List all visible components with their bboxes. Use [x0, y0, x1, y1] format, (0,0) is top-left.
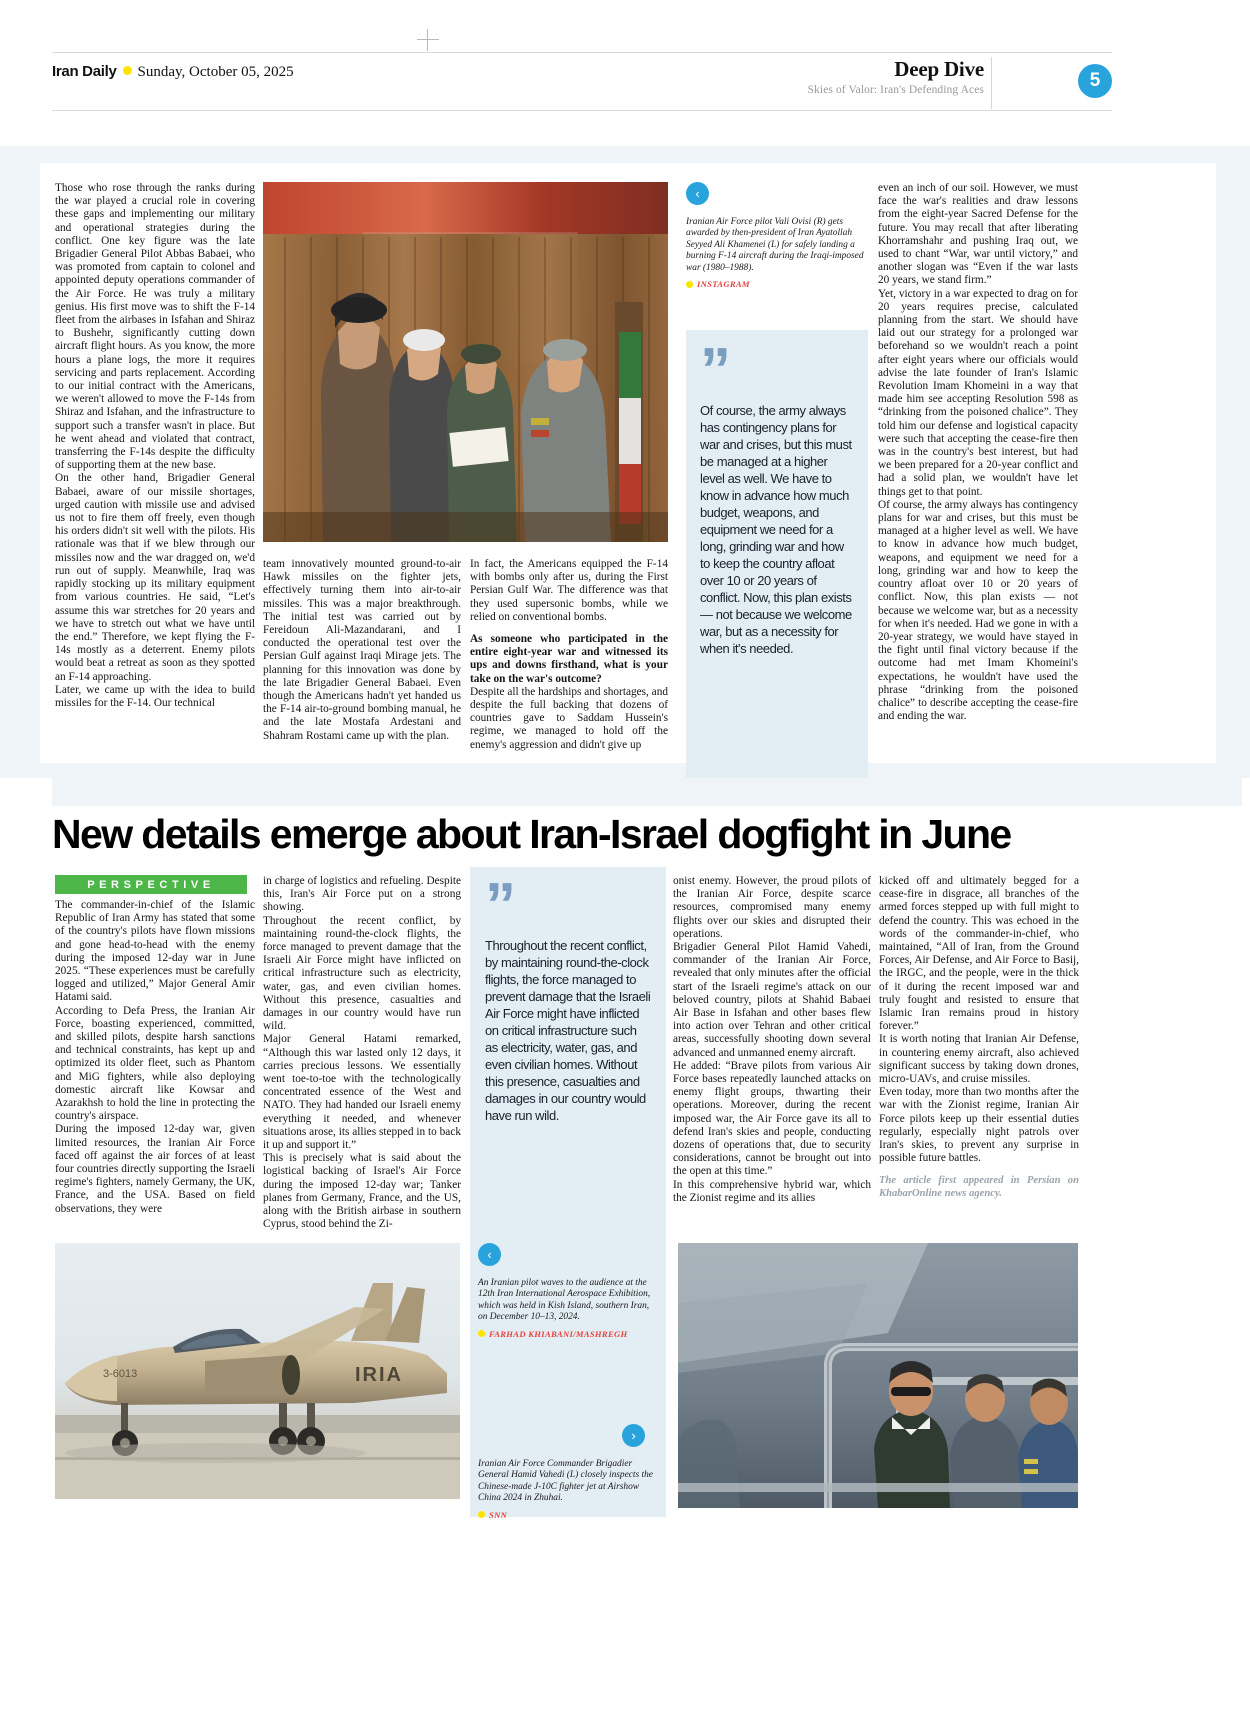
- masthead-bottom-rule: [52, 110, 1112, 111]
- paragraph: in charge of logistics and refueling. Despite this, Iran's Air Force put on a strong showing.: [263, 875, 461, 914]
- bottom-caption-2: [478, 1424, 658, 1520]
- masthead-right: [564, 57, 984, 96]
- bottom-caption-1-text: An Iranian pilot waves to the audience at the 12th Iran International Aerospace Exhibition, which was held in Kish Island, southern Iran, on December 10–13, 2024.: [478, 1278, 651, 1323]
- credit-source: FARHAD KHIABANI/MASHREGH: [489, 1328, 628, 1339]
- publication-date: Sunday, October 05, 2025: [137, 64, 294, 80]
- paragraph: Later, we came up with the idea to build missiles for the F-14. Our technical: [55, 683, 255, 709]
- masthead-left: [52, 63, 294, 81]
- source-note: The article first appeared in Persian on KhabarOnline news agency.: [879, 1175, 1079, 1200]
- photo-awarding-ceremony: [263, 182, 668, 542]
- credit-dot-icon: [478, 1511, 485, 1518]
- top-photo-caption-box: [686, 182, 868, 289]
- svg-text:IRIA: IRIA: [355, 1364, 403, 1386]
- question-paragraph: As someone who participated in the entire eight-year war and witnessed its ups and downs firsthand, what is your take on the war's outcome?: [470, 633, 668, 685]
- crop-mark-icon: [417, 29, 439, 51]
- paragraph: According to Defa Press, the Iranian Air Force, boasting experienced, committed, and skilled pilots, despite harsh sanctions and technical constraints, has kept up and optimized its older fleet, such as Phantom and MiG fighters, while also deploying domestic aircraft like Kowsar and Azarakhsh to hold the line in protecting the country's airspace.: [55, 1004, 255, 1123]
- paragraph: This is precisely what is said about the logistical backing of Israel's Air Force during the imposed 12-day war; Tanker planes from Germany, France, and the US, along with the British airbase in southern Cyprus, stood behind the Zi-: [263, 1152, 461, 1231]
- bottom-article-column-1: [55, 899, 255, 1216]
- bottom-pull-quote-text: Throughout the recent conflict, by maintaining round-the-clock flights, the force managed to prevent damage that the Israeli Air Force might have inflicted on critical infrastructure such as electricity, water, gas, and even civilian homes. Without this presence, casualties and damages in our country would have run wild.: [485, 938, 651, 1124]
- bottom-caption-2-credit: [478, 1510, 658, 1520]
- credit-source: SNN: [489, 1509, 508, 1520]
- bottom-article-column-4: [879, 875, 1079, 1201]
- paragraph: Major General Hatami remarked, “Although this war lasted only 12 days, it carries precious lessons. We essentially went toe-to-toe with the technologically concentrated essence of the West and NATO. They had handed our Israeli enemy everything it needed, and whenever situations arose, its allies stepped in to back it up and support it.”: [263, 1033, 461, 1152]
- paragraph: onist enemy. However, the proud pilots of the Iranian Air Force, despite scarce resources, compromised many enemy flights over our skies and disrupted their operations.: [673, 875, 871, 940]
- paragraph: Yet, victory in a war expected to drag on for 20 years requires precise, calculated planning from the start. We should have laid out our strategy for a prolonged war beforehand so we wouldn't reach a point after eight years where our officials would advise the late founder of Iran's Islamic Revolution Imam Khomeini in a way that made him see accepting Resolution 598 as “drinking from the poisoned chalice”. They told him our defense and logistical capacity were such that accepting the cease-fire then was in the country's best interest, but had we been prepared for a 20-year conflict and had a solid plan, we wouldn't have let things get to that point.: [878, 287, 1078, 498]
- bottom-caption-1: [478, 1243, 658, 1339]
- paragraph: Throughout the recent conflict, by maintaining round-the-clock flights, the force managed to prevent damage that the Israeli Air Force might have inflicted on critical infrastructure such as electricity, water, gas, and even civilian homes. Without this presence, casualties and damages in our country would have run wild.: [263, 914, 461, 1033]
- photo-commander-image: [678, 1243, 1078, 1508]
- top-article-column-4: [878, 182, 1078, 723]
- mid-tint-band: [52, 778, 1242, 806]
- top-article-column-2: [263, 558, 461, 743]
- brand-dot-icon: [123, 66, 132, 75]
- quote-mark-icon: ”: [700, 336, 728, 405]
- top-article-column-3: [470, 558, 668, 752]
- bottom-pull-quote: [470, 867, 666, 1291]
- section-subtitle: Skies of Valor: Iran's Defending Aces: [807, 84, 984, 97]
- top-pull-quote-text: Of course, the army always has contingency plans for war and crises, but this must be managed at a higher level as well. We have to know in advance how much budget, weapons, and equipment we need for a long, grinding war and how to keep the country afloat over 10 or 20 years of conflict. Now, this plan exists — not because we welcome war, but as a necessity for when it's needed.: [700, 403, 852, 657]
- section-title: Deep Dive: [894, 57, 984, 81]
- chevron-right-icon[interactable]: ›: [622, 1424, 645, 1447]
- paragraph: even an inch of our soil. However, we must face the war's realities and draw lessons from the eight-year Sacred Defense for the future. You may recall that after liberating Khorramshahr and pushing Iraq out, we used to chant “War, war until victory,” and another slogan was “Even if the war lasts 20 years, we stand firm.”: [878, 182, 1078, 287]
- paragraph: Brigadier General Pilot Hamid Vahedi, commander of the Iranian Air Force, revealed that only minutes after the official start of the Israeli regime's attack on our beloved country, pilots at Shahid Babaei Air Base in Isfahan and other bases flew into action over Tehran and other critical areas, successfully shooting down several advanced and unmanned enemy aircraft.: [673, 941, 871, 1059]
- bottom-caption-1-credit: [478, 1329, 658, 1339]
- paragraph: Of course, the army always has contingency plans for war and crises, but this must be managed at a higher level as well. We have to know in advance how much budget, weapons, and equipment we need for a long, grinding war and how to keep the country afloat over 10 or 20 years of conflict. Now, this plan exists — not because we welcome war, but as a necessity for when it's needed. Had we gone in with a 20-year strategy, we would have stayed in the fight until final victory because if the outcome had met Imam Khomeini's expectations, he wouldn't have used the phrase “drinking from the poisoned chalice” to describe accepting the cease-fire and ending the war.: [878, 498, 1078, 723]
- top-article-column-1: [55, 182, 255, 710]
- credit-dot-icon: [478, 1330, 485, 1337]
- bottom-article-column-2: [263, 875, 461, 1231]
- top-pull-quote: [686, 330, 868, 800]
- bottom-article-column-3: [673, 875, 871, 1205]
- paragraph: During the imposed 12-day war, given limited resources, the Iranian Air Force faced off against the air forces of at least four countries directly supporting the Israeli regime's fighters, namely Germany, the UK, France, and the USA. Based on field observations, they were: [55, 1123, 255, 1215]
- top-photo-caption-text: Iranian Air Force pilot Vali Ovisi (R) gets awarded by then-president of Iran Ayatollah Seyyed Ali Khamenei (L) for safely landing a burning F-14 aircraft during the Iraqi-imposed war (1980–1988).: [686, 217, 864, 273]
- masthead-top-rule: [52, 52, 1112, 53]
- perspective-badge-label: PERSPECTIVE: [87, 878, 215, 891]
- bottom-caption-2-text: Iranian Air Force Commander Brigadier General Hamid Vahedi (L) closely inspects the Chinese-made J-10C fighter jet at Airshow China 2024 in Zhuhai.: [478, 1459, 653, 1504]
- paragraph: Despite all the hardships and shortages, and despite the full backing that dozens of countries gave to Saddam Hussein's regime, we managed to hold off the enemy's aggression and didn't give up: [470, 685, 668, 751]
- photo-awarding-ceremony-image: [263, 182, 668, 542]
- credit-source: INSTAGRAM: [697, 279, 750, 290]
- paragraph: He added: “Brave pilots from various Air Force bases repeatedly launched attacks on enemy flight groups, thwarting their operations. Moreover, during the recent imposed war, the Air Force gave its all to defend Iran's skies and people, conducting dozens of operations that, due to security considerations, cannot be brought out into the open at this time.”: [673, 1059, 871, 1178]
- paragraph: In this comprehensive hybrid war, which the Zionist regime and its allies: [673, 1178, 871, 1204]
- chevron-left-icon[interactable]: ‹: [478, 1243, 501, 1266]
- svg-text:3-6013: 3-6013: [103, 1368, 138, 1380]
- perspective-badge: [55, 875, 247, 894]
- paragraph: kicked off and ultimately begged for a cease-fire in disgrace, all branches of the armed forces stepped up with full might to defend the country. This was echoed in the words of the commander-in-chief, who maintained, “All of Iran, from the Ground Forces, Air Defense, and Air Force to Basij, the IRGC, and the people, were in the thick of it during the recent imposed war and truly fought and resisted to ensure that Islamic Iran remains proud in history forever.”: [879, 875, 1079, 1033]
- photo-f14-image: [55, 1243, 460, 1499]
- paragraph: On the other hand, Brigadier General Babaei, aware of our missile shortages, urged caution with missile use and advised us not to fire them off freely, even though his orders didn't sit well with the pilots. His rationale was that if we blew through our missiles now and the war dragged on, we'd run out of supply. Meanwhile, Iraq was rapidly stocking up its military equipment from various countries. He said, “Let's assume this war stretches for 20 years and we have to stretch out what we have until the end.” Therefore, we kept flying the F-14s mostly as a deterrent. Enemy pilots would beat a retreat as soon as they spotted an F-14 approaching.: [55, 472, 255, 683]
- masthead: [52, 57, 1112, 109]
- top-photo-credit: [686, 279, 868, 289]
- paragraph: In fact, the Americans equipped the F-14 with bombs only after us, during the First Persian Gulf War. The difference was that they used supersonic bombs, while we relied on conventional bombs.: [470, 558, 668, 623]
- paragraph: It is worth noting that Iranian Air Defense, in countering enemy aircraft, also achieved significant success by taking down drones, micro-UAVs, and cruise missiles.: [879, 1033, 1079, 1086]
- chevron-left-icon[interactable]: ‹: [686, 182, 709, 205]
- bottom-article-headline: New details emerge about Iran-Israel dogfight in June: [52, 811, 1011, 857]
- paragraph: team innovatively mounted ground-to-air Hawk missiles on the fighter jets, effectively turning them into air-to-air missiles. This was a major breakthrough. The initial test was carried out by Fereidoun Ali-Mazandarani, and I conducted the operational test over the Persian Gulf against Iraqi Mirage jets. The planning for this innovation was done by the late Brigadier General Babaei. Even though the Americans hadn't yet handed us the F-14 air-to-ground bombing manual, he and the late Mostafa Ardestani and Shahram Rostami came up with the plan.: [263, 558, 461, 742]
- paragraph: The commander-in-chief of the Islamic Republic of Iran Army has stated that some of the country's pilots have flown missions and gone head-to-head with the enemy during the imposed 12-day war in June 2025. “These experiences must be carefully logged and utilized,” Major General Amir Hatami said.: [55, 899, 255, 1004]
- photo-f14-on-tarmac: [55, 1243, 460, 1499]
- credit-dot-icon: [686, 281, 693, 288]
- masthead-divider: [991, 57, 992, 109]
- page-number-badge: 5: [1078, 64, 1112, 98]
- photo-commander-inspection: [678, 1243, 1078, 1508]
- quote-mark-icon: ”: [485, 871, 513, 940]
- paragraph: Those who rose through the ranks during the war played a crucial role in covering these gaps and implementing our military and operational strategies during the conflict. One key figure was the late Brigadier General Pilot Abbas Babaei, who was promoted from captain to colonel and appointed deputy operations commander of the Air Force. He was truly a military genius. His first move was to shift the F-14 fleet from the airbases in Isfahan and Shiraz to Bushehr, significantly cutting down aircraft flight hours. As you know, the more hours a plane logs, the more it requires servicing and parts replacement. According to our initial contract with the Americans, we weren't allowed to move the F-14s from Shiraz and Isfahan, and the infrastructure to support such a transfer wasn't in place. But he went ahead and violated that contract, transferring the F-14s despite the difficulty of supporting them at the new base.: [55, 182, 255, 472]
- brand-name: Iran Daily: [52, 63, 117, 80]
- paragraph: Even today, more than two months after the war with the Zionist regime, Iranian Air Force pilots keep up their essential duties regularly, especially night patrols over Iran's skies, to prevent any surprise in possible future battles.: [879, 1086, 1079, 1165]
